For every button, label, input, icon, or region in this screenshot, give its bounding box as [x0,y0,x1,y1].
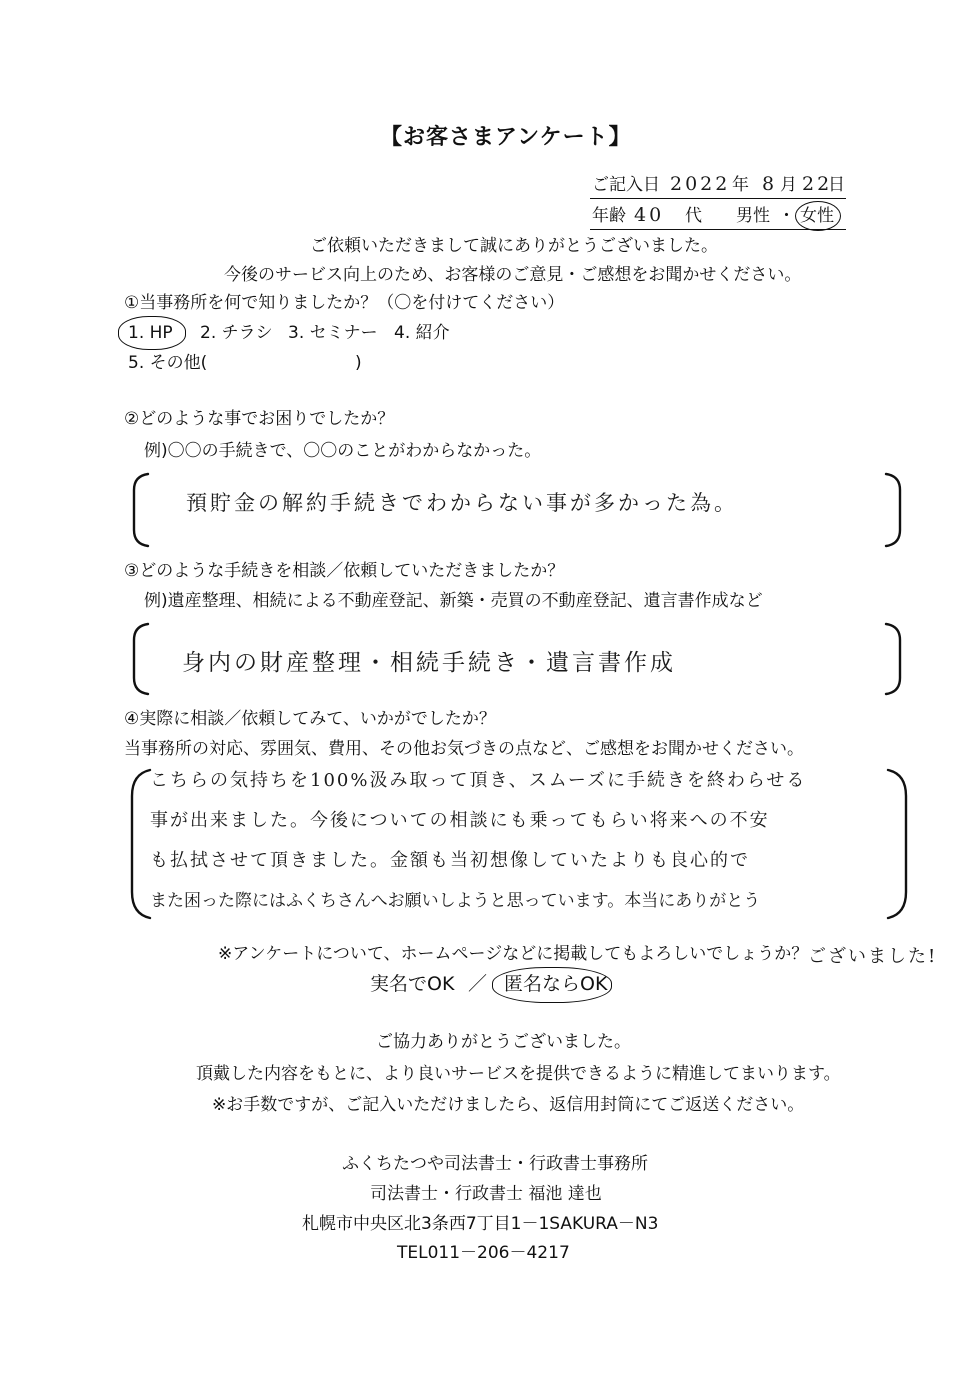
q1-question: ①当事務所を何で知りましたか？（〇を付けてください） [124,293,565,313]
date-year-unit: 年 [732,175,749,195]
publish-selected-circle [492,967,612,1003]
thanks-line-3: ※お手数ですが、ご記入いただけましたら、返信用封筒にてご返送ください。 [212,1095,805,1115]
q3-answer: 身内の財産整理・相続手続き・遺言書作成 [182,650,676,676]
date-day-unit: 日 [828,175,845,195]
intro-line-2: 今後のサービス向上のため、お客様のご意見・ご感想をお聞かせください。 [224,265,802,285]
q2-answer: 預貯金の解約手続きでわからない事が多かった為。 [186,491,738,515]
office-address: 札幌市中央区北3条西7丁目1－1SAKURA－N3 [302,1214,659,1234]
publish-option-real-name: 実名でOK [370,973,455,995]
gender-male: 男性 [736,206,770,226]
q4-bracket-right [880,766,914,922]
q1-option-referral: 4. 紹介 [394,323,450,343]
age-label: 年齢 [592,206,626,226]
q1-option-seminar: 3. セミナー [288,323,378,343]
date-day: 22 [802,173,833,195]
q1-option-other-close: ) [355,353,362,373]
q3-bracket-right [880,620,910,698]
q4-answer-line-4: また困った際にはふくちさんへお願いしようと思っています。本当にありがとう [150,891,761,911]
date-label: ご記入日 [592,175,660,195]
q3-example: 例)遺産整理、相続による不動産登記、新築・売買の不動産登記、遺言書作成など [144,591,763,611]
gender-selected-circle [795,201,841,231]
q3-question: ③どのような手続きを相談／依頼していただきましたか？ [124,561,565,581]
q2-question: ②どのような事でお困りでしたか？ [124,409,395,429]
age-unit: 代 [685,206,702,226]
q1-option-flyer: 2. チラシ [200,323,273,343]
date-month-unit: 月 [780,175,797,195]
q2-bracket-right [880,470,910,550]
q4-answer-line-5: ございました! [808,946,938,967]
date-underline [590,198,846,199]
page-title: 【お客さまアンケート】 [380,125,632,150]
age-underline [590,229,846,230]
q1-option-hp: 1. HP [128,323,173,343]
gender-separator: ・ [778,206,795,226]
publish-option-anonymous: 匿名ならOK [504,973,608,995]
office-person: 司法書士・行政書士 福池 達也 [370,1184,602,1204]
q3-bracket-left [128,620,158,698]
thanks-line-2: 頂戴した内容をもとに、より良いサービスを提供できるように精進してまいります。 [196,1064,841,1084]
publish-separator: ／ [468,973,488,995]
q4-question: ④実際に相談／依頼してみて、いかがでしたか？ [124,709,496,729]
thanks-line-1: ご協力ありがとうございました。 [376,1032,631,1052]
q1-selected-circle [118,316,186,350]
intro-line-1: ご依頼いただきまして誠にありがとうございました。 [310,236,718,256]
date-month: 8 [762,173,778,195]
office-tel: TEL011－206－4217 [397,1243,570,1263]
q4-answer-line-2: 事が出来ました。今後についての相談にも乗ってもらい将来への不安 [150,810,770,831]
office-name: ふくちたつや司法書士・行政書士事務所 [342,1154,648,1174]
q4-answer-line-3: も払拭させて頂きました。金額も当初想像していたよりも良心的で [150,850,750,871]
q4-answer-line-1: こちらの気持ちを100%汲み取って頂き、スムーズに手続きを終わらせる [150,770,807,791]
date-year: 2022 [670,173,731,195]
publish-question: ※アンケートについて、ホームページなどに掲載してもよろしいでしょうか？ [218,944,809,964]
q4-prompt: 当事務所の対応、雰囲気、費用、その他お気づきの点など、ご感想をお聞かせください。 [124,739,804,759]
q2-example: 例)〇〇の手続きで、〇〇のことがわからなかった。 [144,441,542,461]
q1-option-other: 5. その他( [128,353,208,373]
age-value: 40 [634,204,665,226]
q2-bracket-left [128,470,158,550]
gender-female: 女性 [800,206,834,226]
